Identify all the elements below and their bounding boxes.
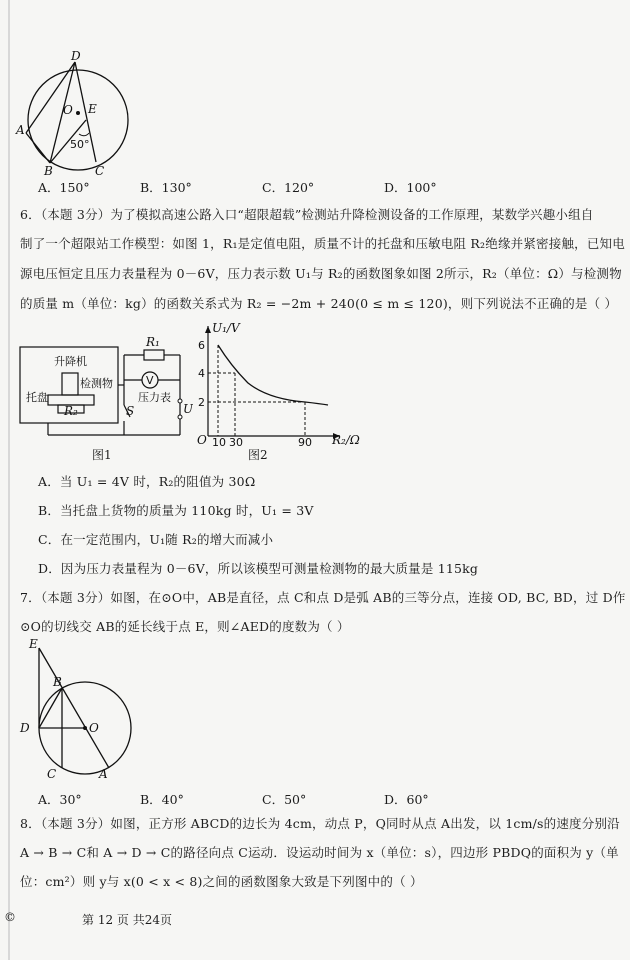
fig2-ytick-4: 4 (198, 367, 205, 380)
q5-point-d: D (71, 50, 81, 63)
copyright-mark: © (4, 910, 16, 924)
q5-option-c: C．120° (262, 180, 315, 195)
q7-text-line-1: 7．（本题 3分）如图，在⊙O中，AB是直径，点 C和点 D是弧 AB的三等分点，连接 OD, BC, BD，过 D作 (20, 590, 626, 605)
q7-point-e: E (29, 637, 38, 651)
fig2-ylabel: U₁/V (212, 321, 240, 335)
q7-point-o: O (89, 721, 99, 735)
q7-point-a: A (99, 767, 108, 781)
fig1-r2-label: R₂ (64, 404, 78, 418)
q5-point-e: E (88, 102, 97, 116)
q5-point-c: C (95, 164, 105, 175)
q7-point-b: B (53, 675, 62, 689)
q7-point-c: C (47, 767, 57, 781)
q5-option-d: D．100° (384, 180, 437, 195)
q6-figure-1-circuit (18, 335, 193, 440)
fig1-s-label: S (126, 404, 135, 418)
q6-text-line-1: 6．（本题 3分）为了模拟高速公路入口“超限超载”检测站升降检测设备的工作原理，某数学兴趣小组自 (20, 207, 594, 222)
scan-edge (8, 0, 10, 960)
q5-point-o: O (63, 103, 73, 117)
fig1-u-label: U (183, 402, 193, 416)
q6-option-c: C．在一定范围内，U₁随 R₂的增大而减小 (38, 532, 274, 547)
q7-option-b: B．40° (140, 792, 184, 807)
q7-option-c: C．50° (262, 792, 307, 807)
q6-text-line-2: 制了一个超限站工作模型：如图 1，R₁是定值电阻，质量不计的托盘和压敏电阻 R₂绝缘并紧密接触，已知电 (20, 236, 625, 251)
q6-figure-2-caption: 图2 (248, 448, 268, 462)
q8-text-line-3: 位：cm²）则 y与 x(0 < x < 8)之间的函数图象大致是下列图中的（ ） (20, 874, 423, 889)
q6-text-line-3: 源电压恒定且压力表量程为 0－6V，压力表示数 U₁与 R₂的函数图象如图 2所示，R₂（单位：Ω）与检测物 (20, 266, 622, 281)
q6-option-a: A．当 U₁ = 4V 时，R₂的阻值为 30Ω (38, 474, 256, 489)
q7-circle-figure (15, 636, 140, 781)
q8-text-line-1: 8．（本题 3分）如图，正方形 ABCD的边长为 4cm，动点 P，Q同时从点 A出发，以 1cm/s的速度分别沿 (20, 816, 620, 831)
page-number: 第 12 页 共24页 (82, 913, 172, 927)
fig1-meter-symbol: V (146, 374, 154, 387)
fig2-xlabel: R₂/Ω (332, 433, 360, 447)
q6-option-b: B．当托盘上货物的质量为 110kg 时，U₁ = 3V (38, 503, 314, 518)
fig2-xtick-90: 90 (298, 436, 312, 448)
q5-point-b: B (44, 164, 53, 175)
q7-option-d: D．60° (384, 792, 429, 807)
fig2-ytick-6: 6 (198, 339, 205, 352)
q5-option-b: B．130° (140, 180, 192, 195)
q7-point-d: D (20, 721, 30, 735)
q8-text-line-2: A → B → C和 A → D → C的路径向点 C运动．设运动时间为 x（单位：s），四边形 PBDQ的面积为 y（单 (20, 845, 619, 860)
fig2-ytick-2: 2 (198, 396, 205, 409)
fig1-meter-label: 压力表 (138, 391, 171, 404)
q5-angle-label: 50° (70, 138, 90, 151)
fig2-origin: O (197, 433, 207, 447)
q7-text-line-2: ⊙O的切线交 AB的延长线于点 E，则∠AED的度数为（ ） (20, 619, 350, 634)
fig2-xtick-10: 10 (212, 436, 226, 448)
q7-option-a: A．30° (38, 792, 82, 807)
q5-point-a: A (16, 123, 25, 137)
fig2-xtick-30: 30 (229, 436, 243, 448)
fig1-r1-label: R₁ (146, 335, 160, 349)
q6-figure-2-graph (190, 318, 370, 448)
q5-option-a: A．150° (38, 180, 90, 195)
fig1-tray-label: 托盘 (26, 391, 48, 404)
q6-figure-1-caption: 图1 (92, 448, 112, 462)
fig1-object-label: 检测物 (80, 377, 113, 390)
q6-option-d: D．因为压力表量程为 0－6V，所以该模型可测量检测物的最大质量是 115kg (38, 561, 479, 576)
q6-text-line-4: 的质量 m（单位：kg）的函数关系式为 R₂ = −2m + 240(0 ≤ m ≤ 120)，则下列说法不正确的是（ ） (20, 296, 618, 311)
fig1-lift-label: 升降机 (54, 355, 87, 368)
q5-circle-figure (15, 50, 135, 175)
